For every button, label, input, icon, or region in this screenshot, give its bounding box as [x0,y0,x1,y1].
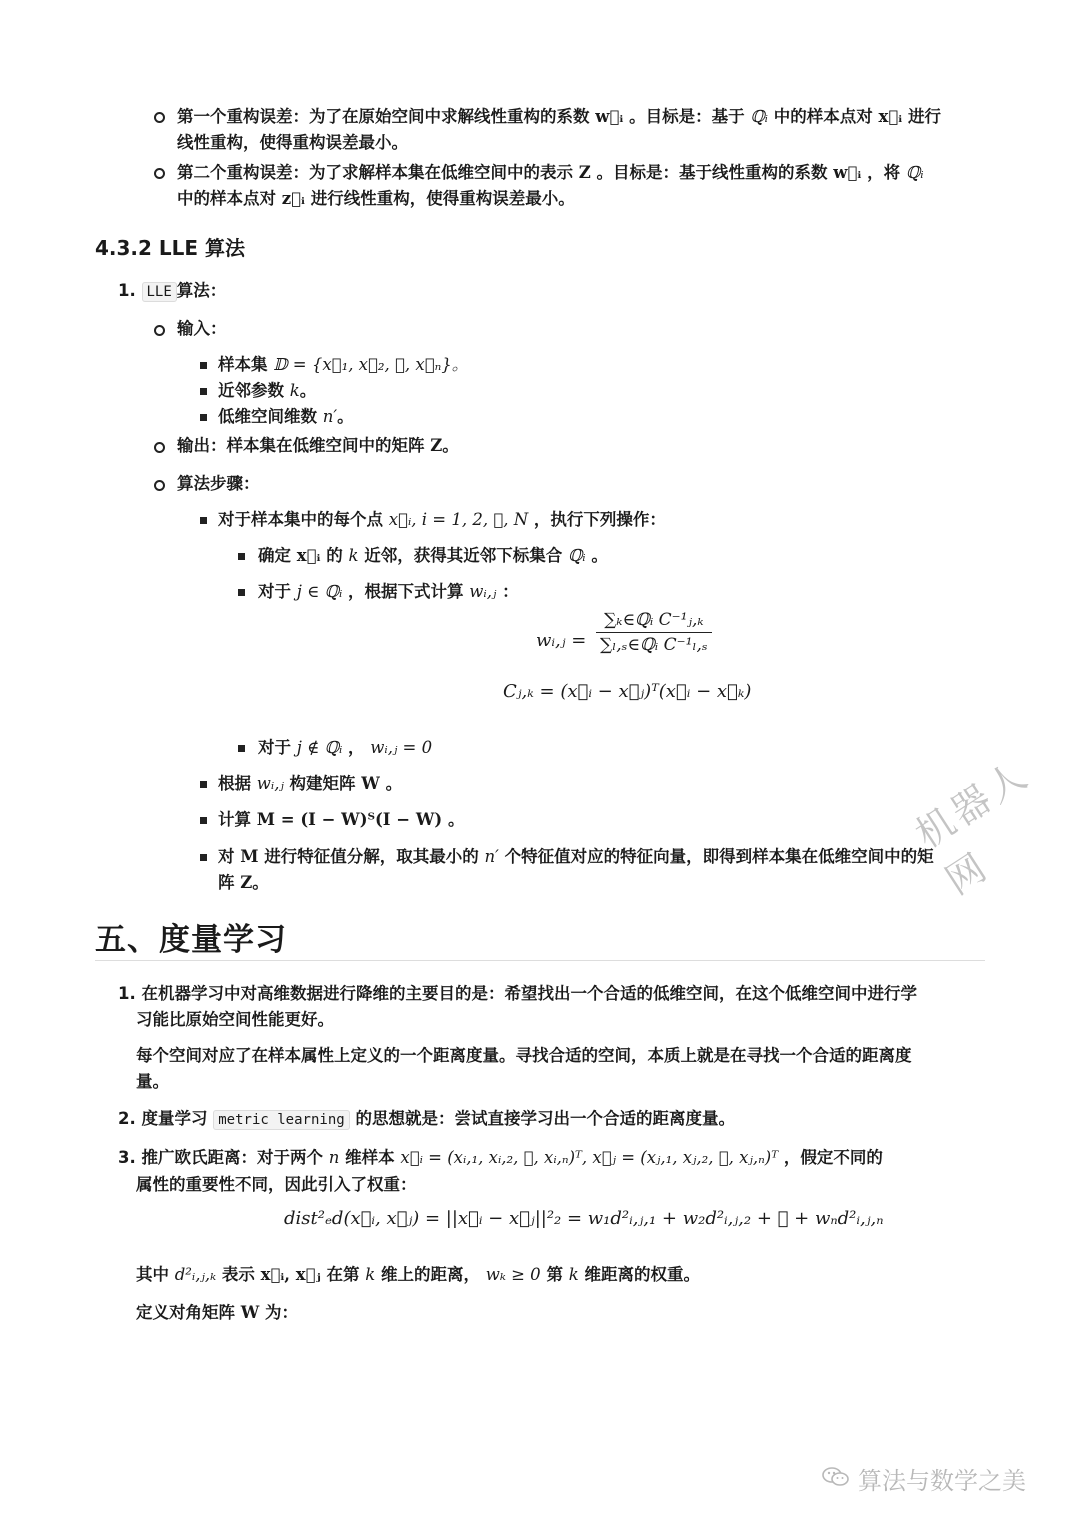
recon-bullet-2-line1: 第二个重构误差：为了求解样本集在低维空间中的表示 Z 。目标是：基于线性重构的系数 w⃗ᵢ ，将 ℚᵢ [177,163,924,182]
para-3-line2: 属性的重要性不同，因此引入了权重： [136,1175,417,1194]
input-item-dim: 低维空间维数 n′。 [218,407,354,426]
recon-bullet-1-line1: 第一个重构误差：为了在原始空间中求解线性重构的系数 w⃗ᵢ 。目标是：基于 ℚᵢ 中的样本点对 x⃗ᵢ 进行 [177,107,941,126]
code-metric-learning: metric learning [213,1110,349,1130]
recon-bullet-1-line2: 线性重构，使得重构误差最小。 [177,133,408,152]
para-1-line3: 每个空间对应了在样本属性上定义的一个距离度量。寻找合适的空间，本质上就是在寻找一个合适的距离度 [136,1046,912,1065]
substep-1: 确定 x⃗ᵢ 的 k 近邻，获得其近邻下标集合 ℚᵢ 。 [258,546,608,565]
input-label: 输入： [177,319,227,338]
step-1: 对于样本集中的每个点 x⃗ᵢ, i = 1, 2, ⋯, N ，执行下列操作： [218,510,666,529]
watermark-text: 机器人网 [907,751,1038,904]
section-divider [95,960,985,961]
output-line: 输出：样本集在低维空间中的矩阵 Z。 [177,436,459,455]
para-1-line4: 量。 [136,1072,169,1091]
bullet-hollow [154,480,165,491]
equation-c: Cⱼ,ₖ = (x⃗ᵢ − x⃗ⱼ)ᵀ(x⃗ᵢ − x⃗ₖ) [503,681,752,702]
substep-3: 对于 j ∉ ℚᵢ ， wᵢ,ⱼ = 0 [258,738,433,757]
bullet-square [200,854,207,861]
lle-algorithm-title: 1. LLE 算法： [118,281,227,300]
bullet-square [200,817,207,824]
step-4-line1: 对 M 进行特征值分解，取其最小的 n′ 个特征值对应的特征向量，即得到样本集在低维空间中的矩 [218,847,934,866]
bullet-square [200,517,207,524]
bullet-square [238,553,245,560]
wechat-icon [822,1466,850,1488]
steps-label: 算法步骤： [177,474,260,493]
bullet-square [238,589,245,596]
step-3: 计算 M = (I − W)ᵀ(I − W) 。 [218,810,465,829]
bullet-square [238,745,245,752]
section-title-5: 五、度量学习 [95,922,287,958]
step-4-line2: 阵 Z。 [218,873,269,892]
input-item-k: 近邻参数 k。 [218,381,317,400]
bullet-hollow [154,112,165,123]
bullet-hollow [154,442,165,453]
para-1-line1: 1. 在机器学习中对高维数据进行降维的主要目的是：希望找出一个合适的低维空间，在这个低维空间中进行学 [118,984,917,1003]
bullet-square [200,388,207,395]
bullet-square [200,781,207,788]
para-4: 其中 d²ᵢ,ⱼ,ₖ 表示 x⃗ᵢ, x⃗ⱼ 在第 k 维上的距离， wₖ ≥ 0 第 k 维距离的权重。 [136,1265,700,1284]
bullet-square [200,414,207,421]
para-3-line1: 3. 推广欧氏距离：对于两个 n 维样本 x⃗ᵢ = (xᵢ,₁, xᵢ,₂, ⋯, xᵢ,ₙ)ᵀ, x⃗ⱼ = (xⱼ,₁, xⱼ,₂, ⋯, xⱼ,ₙ)ᵀ ，假定不同的 [118,1148,883,1167]
equation-w-lhs: wᵢ,ⱼ = [536,630,587,651]
footer-account-name: 算法与数学之美 [858,1467,1026,1495]
equation-w-denominator: ∑ₗ,ₛ∈ℚᵢ C⁻¹ₗ,ₛ [600,635,708,655]
para-1-line2: 习能比原始空间性能更好。 [136,1010,334,1029]
input-item-dataset: 样本集 𝔻 = {x⃗₁, x⃗₂, ⋯, x⃗ₙ}。 [218,355,469,374]
code-lle: LLE [142,282,177,302]
equation-w-numerator: ∑ₖ∈ℚᵢ C⁻¹ⱼ,ₖ [604,610,704,630]
fraction-bar [596,632,712,633]
para-2: 2. 度量学习 metric learning 的思想就是：尝试直接学习出一个合适的距离度量。 [118,1109,735,1128]
bullet-hollow [154,325,165,336]
bullet-square [200,362,207,369]
recon-bullet-2-line2: 中的样本点对 z⃗ᵢ 进行线性重构，使得重构误差最小。 [177,189,575,208]
step-2: 根据 wᵢ,ⱼ 构建矩阵 W 。 [218,774,403,793]
para-5: 定义对角矩阵 W 为： [136,1303,299,1322]
bullet-hollow [154,168,165,179]
substep-2: 对于 j ∈ ℚᵢ ，根据下式计算 wᵢ,ⱼ ： [258,582,519,601]
section-heading-4-3-2: 4.3.2 LLE 算法 [95,236,246,260]
equation-w-fraction [596,610,712,655]
equation-dist: dist²ₑd(x⃗ᵢ, x⃗ⱼ) = ||x⃗ᵢ − x⃗ⱼ||²₂ = w₁d²ᵢ,ⱼ,₁ + w₂d²ᵢ,ⱼ,₂ + ⋯ + wₙd²ᵢ,ⱼ,ₙ [284,1208,884,1229]
